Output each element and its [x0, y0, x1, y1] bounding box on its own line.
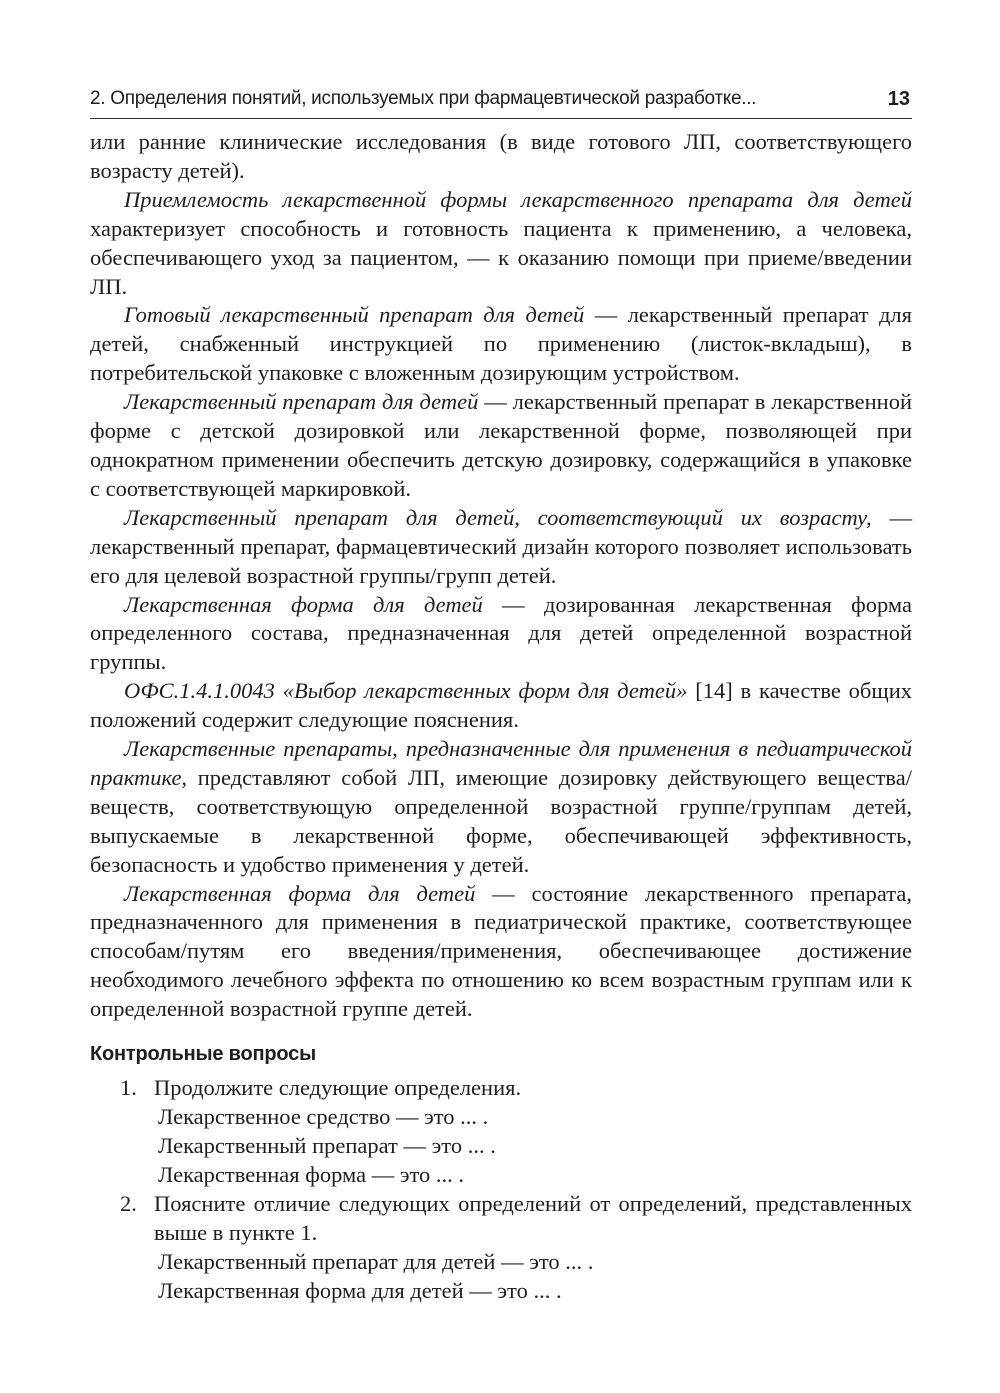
question-number: 2.	[120, 1191, 137, 1216]
definition-paragraph	[90, 735, 912, 880]
question-number: 1.	[120, 1075, 137, 1100]
question-item	[90, 1073, 912, 1189]
definition-text: характеризует способность и готовность пациента к применению, а человека, обеспечивающего уход за пациентом, — к оказанию помощи при приеме/введении ЛП.	[90, 215, 912, 299]
definition-paragraph	[90, 591, 912, 678]
question-subitem: Лекарственный препарат — это ... .	[158, 1133, 496, 1158]
definition-text: — лекарственный препарат, фармацевтический дизайн которого позволяет использовать его для целевой возрастной группы/групп детей.	[90, 504, 912, 588]
definition-text: — дозированная лекарственная форма определенного состава, предназначенная для детей определенной возрастной группы.	[90, 591, 912, 675]
reference-title: ОФС.1.4.1.0043 «Выбор лекарственных форм для детей»	[124, 678, 688, 704]
main-text	[90, 128, 912, 1024]
paragraph-text: или ранние клинические исследования (в виде готового ЛП, соответствующего возрасту детей).	[90, 129, 912, 183]
definition-term: Лекарственная форма для детей	[124, 591, 483, 617]
definition-term: Лекарственные препараты, предназначенные для применения в педиатрической практике,	[90, 736, 912, 790]
reference-text: [14] в качестве общих положений содержит следующие пояснения.	[90, 678, 912, 733]
definition-text: — состояние лекарственного препарата, предназначенного для применения в педиатрической практике, соответствующее способам/путям его введения/применения, обеспечивающее достижение необходимого лечебного эффекта по отношению ко всем возрастным группам или к определенной возрастной группе детей.	[90, 880, 912, 1022]
definition-text: — лекарственный препарат в лекарственной форме с детской дозировкой или лекарственной форме, позволяющей при однократном применении обеспечить детскую дозировку, содержащийся в упаковке с соответствующей маркировкой.	[90, 389, 912, 501]
running-header	[90, 84, 912, 119]
definition-term: Лекарственная форма для детей	[124, 880, 476, 906]
definition-paragraph	[90, 388, 912, 504]
question-item	[90, 1189, 912, 1305]
reference-paragraph	[90, 677, 912, 735]
paragraph-continuation	[90, 128, 912, 186]
question-text: Поясните отличие следующих определений от определений, представленных выше в пункте 1.	[154, 1191, 912, 1245]
page-number: 13	[887, 88, 910, 110]
chapter-title: 2. Определения понятий, используемых при фармацевтической разработке...	[90, 88, 757, 109]
question-subitem: Лекарственное средство — это ... .	[158, 1104, 489, 1129]
definition-paragraph	[90, 301, 912, 388]
definition-text: представляют собой ЛП, имеющие дозировку действующего вещества/веществ, соответствующую определенной возрастной группе/группам детей, выпускаемые в лекарственной форме, обеспечивающей эффективность, безопасность и удобство применения у детей.	[90, 764, 912, 877]
questions-list	[90, 1073, 912, 1305]
definition-term: Готовый лекарственный препарат для детей	[124, 302, 585, 328]
question-text: Продолжите следующие определения.	[154, 1075, 522, 1100]
definition-paragraph	[90, 880, 912, 1025]
definition-paragraph	[90, 504, 912, 591]
definition-term: Лекарственный препарат для детей, соответствующий их возрасту,	[124, 504, 872, 530]
question-subitem: Лекарственный препарат для детей — это ... .	[158, 1249, 594, 1274]
questions-heading: Контрольные вопросы	[90, 1043, 316, 1065]
definition-term: Приемлемость лекарственной формы лекарственного препарата для детей	[124, 186, 912, 212]
question-subitem: Лекарственная форма — это ... .	[158, 1162, 465, 1187]
question-subitem: Лекарственная форма для детей — это ... .	[158, 1278, 562, 1303]
definition-term: Лекарственный препарат для детей	[124, 389, 479, 415]
definition-text: — лекарственный препарат для детей, снабженный инструкцией по применению (листок-вкладыш), в потребительской упаковке с вложенным дозирующим устройством.	[90, 302, 912, 386]
definition-paragraph	[90, 186, 912, 302]
